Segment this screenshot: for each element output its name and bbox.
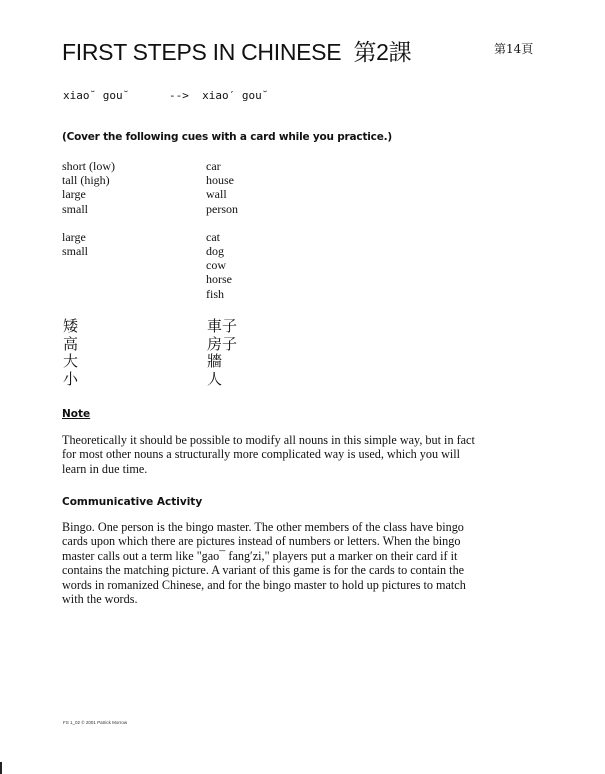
cue-noun: fish <box>206 286 224 301</box>
character-adjective: 小 <box>63 369 79 388</box>
cue-adjective: large <box>62 187 86 202</box>
character-noun: 人 <box>207 369 223 388</box>
note-paragraph <box>62 433 475 476</box>
lesson-number: 第2課 <box>353 39 412 65</box>
character-noun: 房子 <box>207 334 238 353</box>
transform-arrow: --> <box>168 89 189 102</box>
character-adjective: 高 <box>63 334 79 353</box>
note-line: for most other nouns a structurally more complicated way is used, which you will <box>62 447 461 462</box>
noun-cue-column <box>206 159 238 301</box>
character-noun: 牆 <box>207 352 223 371</box>
character-adjective: 矮 <box>63 317 79 335</box>
cue-adjective: short (low) <box>62 159 115 173</box>
cue-noun: person <box>206 201 238 216</box>
cue-adjective: tall (high) <box>62 173 110 188</box>
cue-noun: house <box>206 173 234 188</box>
note-line: learn in due time. <box>62 461 148 476</box>
cue-noun: car <box>206 159 221 173</box>
adjective-cue-column <box>62 159 115 258</box>
character-noun: 車子 <box>207 317 238 335</box>
note-heading: Note <box>62 408 91 420</box>
activity-line: contains the matching picture. A variant of this game is for the cards to contain the <box>62 563 465 578</box>
activity-line: Bingo. One person is the bingo master. The other members of the class have bingo <box>62 520 464 534</box>
copyright-footer: FS 1_02 © 2001 Patrick Morrow <box>63 720 128 725</box>
cover-instruction: (Cover the following cues with a card while you practice.) <box>62 131 392 143</box>
activity-line: master calls out a term like "gao¯ fang′zi," players put a marker on their card if it <box>62 548 458 563</box>
cue-noun: cat <box>206 229 220 244</box>
character-adjective: 大 <box>63 352 79 371</box>
activity-line: with the words. <box>62 592 138 607</box>
pinyin-source: xiao˘ gou˘ <box>63 89 130 102</box>
activity-line: cards upon which there are pictures instead of numbers or letters. When the bingo <box>62 534 461 549</box>
book-title: FIRST STEPS IN CHINESE <box>62 39 342 65</box>
activity-heading: Communicative Activity <box>62 496 203 508</box>
cue-noun: cow <box>206 258 226 273</box>
activity-line: words in romanized Chinese, and for the bingo master to hold up pictures to match <box>62 577 466 592</box>
pinyin-transformation <box>63 89 268 102</box>
activity-paragraph <box>62 520 466 606</box>
cue-noun: dog <box>206 243 224 258</box>
cue-adjective: small <box>62 243 88 258</box>
page-number: 第14頁 <box>494 42 534 56</box>
cue-noun: horse <box>206 272 232 287</box>
scan-edge-mark <box>0 762 2 774</box>
cue-adjective: large <box>62 229 86 244</box>
pinyin-result: xiao′ gou˘ <box>202 89 269 102</box>
page-title <box>62 34 411 67</box>
cue-noun: wall <box>206 187 227 202</box>
adjective-character-column <box>63 318 78 388</box>
noun-character-column <box>207 318 237 388</box>
cue-adjective: small <box>62 201 88 216</box>
note-line: Theoretically it should be possible to modify all nouns in this simple way, but in fact <box>62 433 475 447</box>
